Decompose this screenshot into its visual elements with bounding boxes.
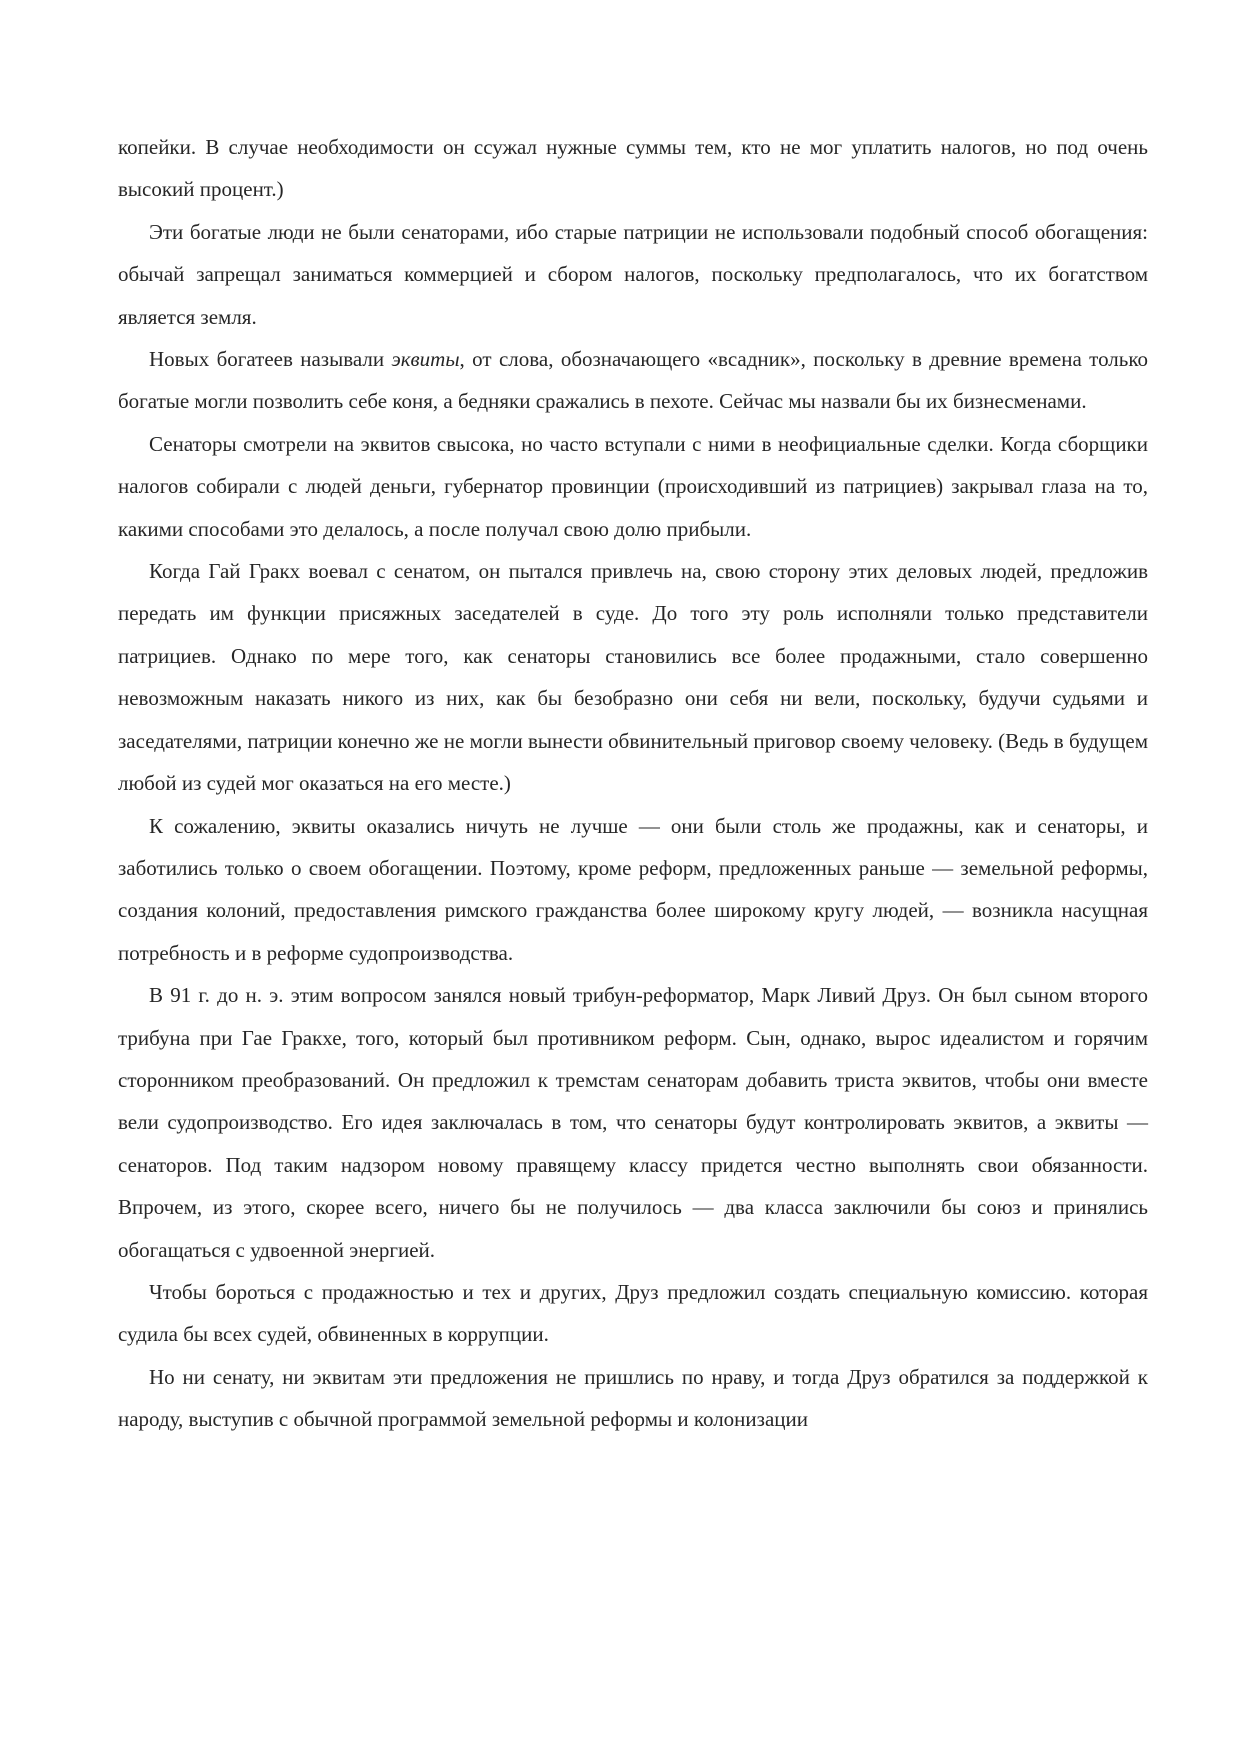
- document-body: [118, 126, 1148, 1441]
- paragraph-6: К сожалению, эквиты оказались ничуть не лучше — они были столь же продажны, как и сенаторы, и заботились только о своем обогащении. Поэтому, кроме реформ, предложенных раньше — земельной реформы, создания колоний, предоставления римского гражданства более широкому кругу людей, — возникла насущная потребность и в реформе судопроизводства.: [118, 813, 1148, 965]
- paragraph-1: копейки. В случае необходимости он ссужал нужные суммы тем, кто не мог уплатить налогов, но под очень высокий процент.): [118, 135, 1148, 202]
- paragraph-7: В 91 г. до н. э. этим вопросом занялся новый трибун-реформатор, Марк Ливий Друз. Он был сыном второго трибуна при Гае Гракхе, того, который был противником реформ. Сын, однако, вырос идеалистом и горячим сторонником преобразований. Он предложил к тремстам сенаторам добавить триста эквитов, чтобы они вместе вели судопроизводство. Его идея заключалась в том, что сенаторы будут контролировать эквитов, а эквиты — сенаторов. Под таким надзором новому правящему классу придется честно выполнять свои обязанности. Впрочем, из этого, скорее всего, ничего бы не получилось — два класса заключили бы союз и принялись обогащаться с удвоенной энергией.: [118, 983, 1148, 1262]
- paragraph-3: [118, 338, 1148, 423]
- paragraph-2: Эти богатые люди не были сенаторами, ибо старые патриции не использовали подобный способ обогащения: обычай запрещал заниматься коммерцией и сбором налогов, поскольку предполагалось, что их богатством является земля.: [118, 219, 1148, 329]
- paragraph-3-end: , от слова, обозначающего «всадник», поскольку в древние времена только богатые могли позволить себе коня, а бедняки сражались в пехоте. Сейчас мы назвали бы их бизнесменами.: [118, 347, 1148, 414]
- paragraph-5: Когда Гай Гракх воевал с сенатом, он пытался привлечь на, свою сторону этих деловых людей, предложив передать им функции присяжных заседателей в суде. До того эту роль исполняли только представители патрициев. Однако по мере того, как сенаторы становились все более продажными, стало совершенно невозможным наказать никого из них, как бы безобразно они себя ни вели, поскольку, будучи судьями и заседателями, патриции конечно же не могли вынести обвинительный приговор своему человеку. (Ведь в будущем любой из судей мог оказаться на его месте.): [118, 559, 1148, 796]
- paragraph-9: Но ни сенату, ни эквитам эти предложения не пришлись по нраву, и тогда Друз обратился за поддержкой к народу, выступив с обычной программой земельной реформы и колонизации: [118, 1364, 1148, 1432]
- paragraph-4: Сенаторы смотрели на эквитов свысока, но часто вступали с ними в неофициальные сделки. Когда сборщики налогов собирали с людей деньги, губернатор провинции (происходивший из патрициев) закрывал глаза на то, какими способами это делалось, а после получал свою долю прибыли.: [118, 431, 1148, 541]
- paragraph-3-start: Новых богатеев называли: [149, 347, 392, 372]
- paragraph-8: Чтобы бороться с продажностью и тех и других, Друз предложил создать специальную комиссию. которая судила бы всех судей, обвиненных в коррупции.: [118, 1279, 1148, 1347]
- term-equites: эквиты: [391, 347, 460, 372]
